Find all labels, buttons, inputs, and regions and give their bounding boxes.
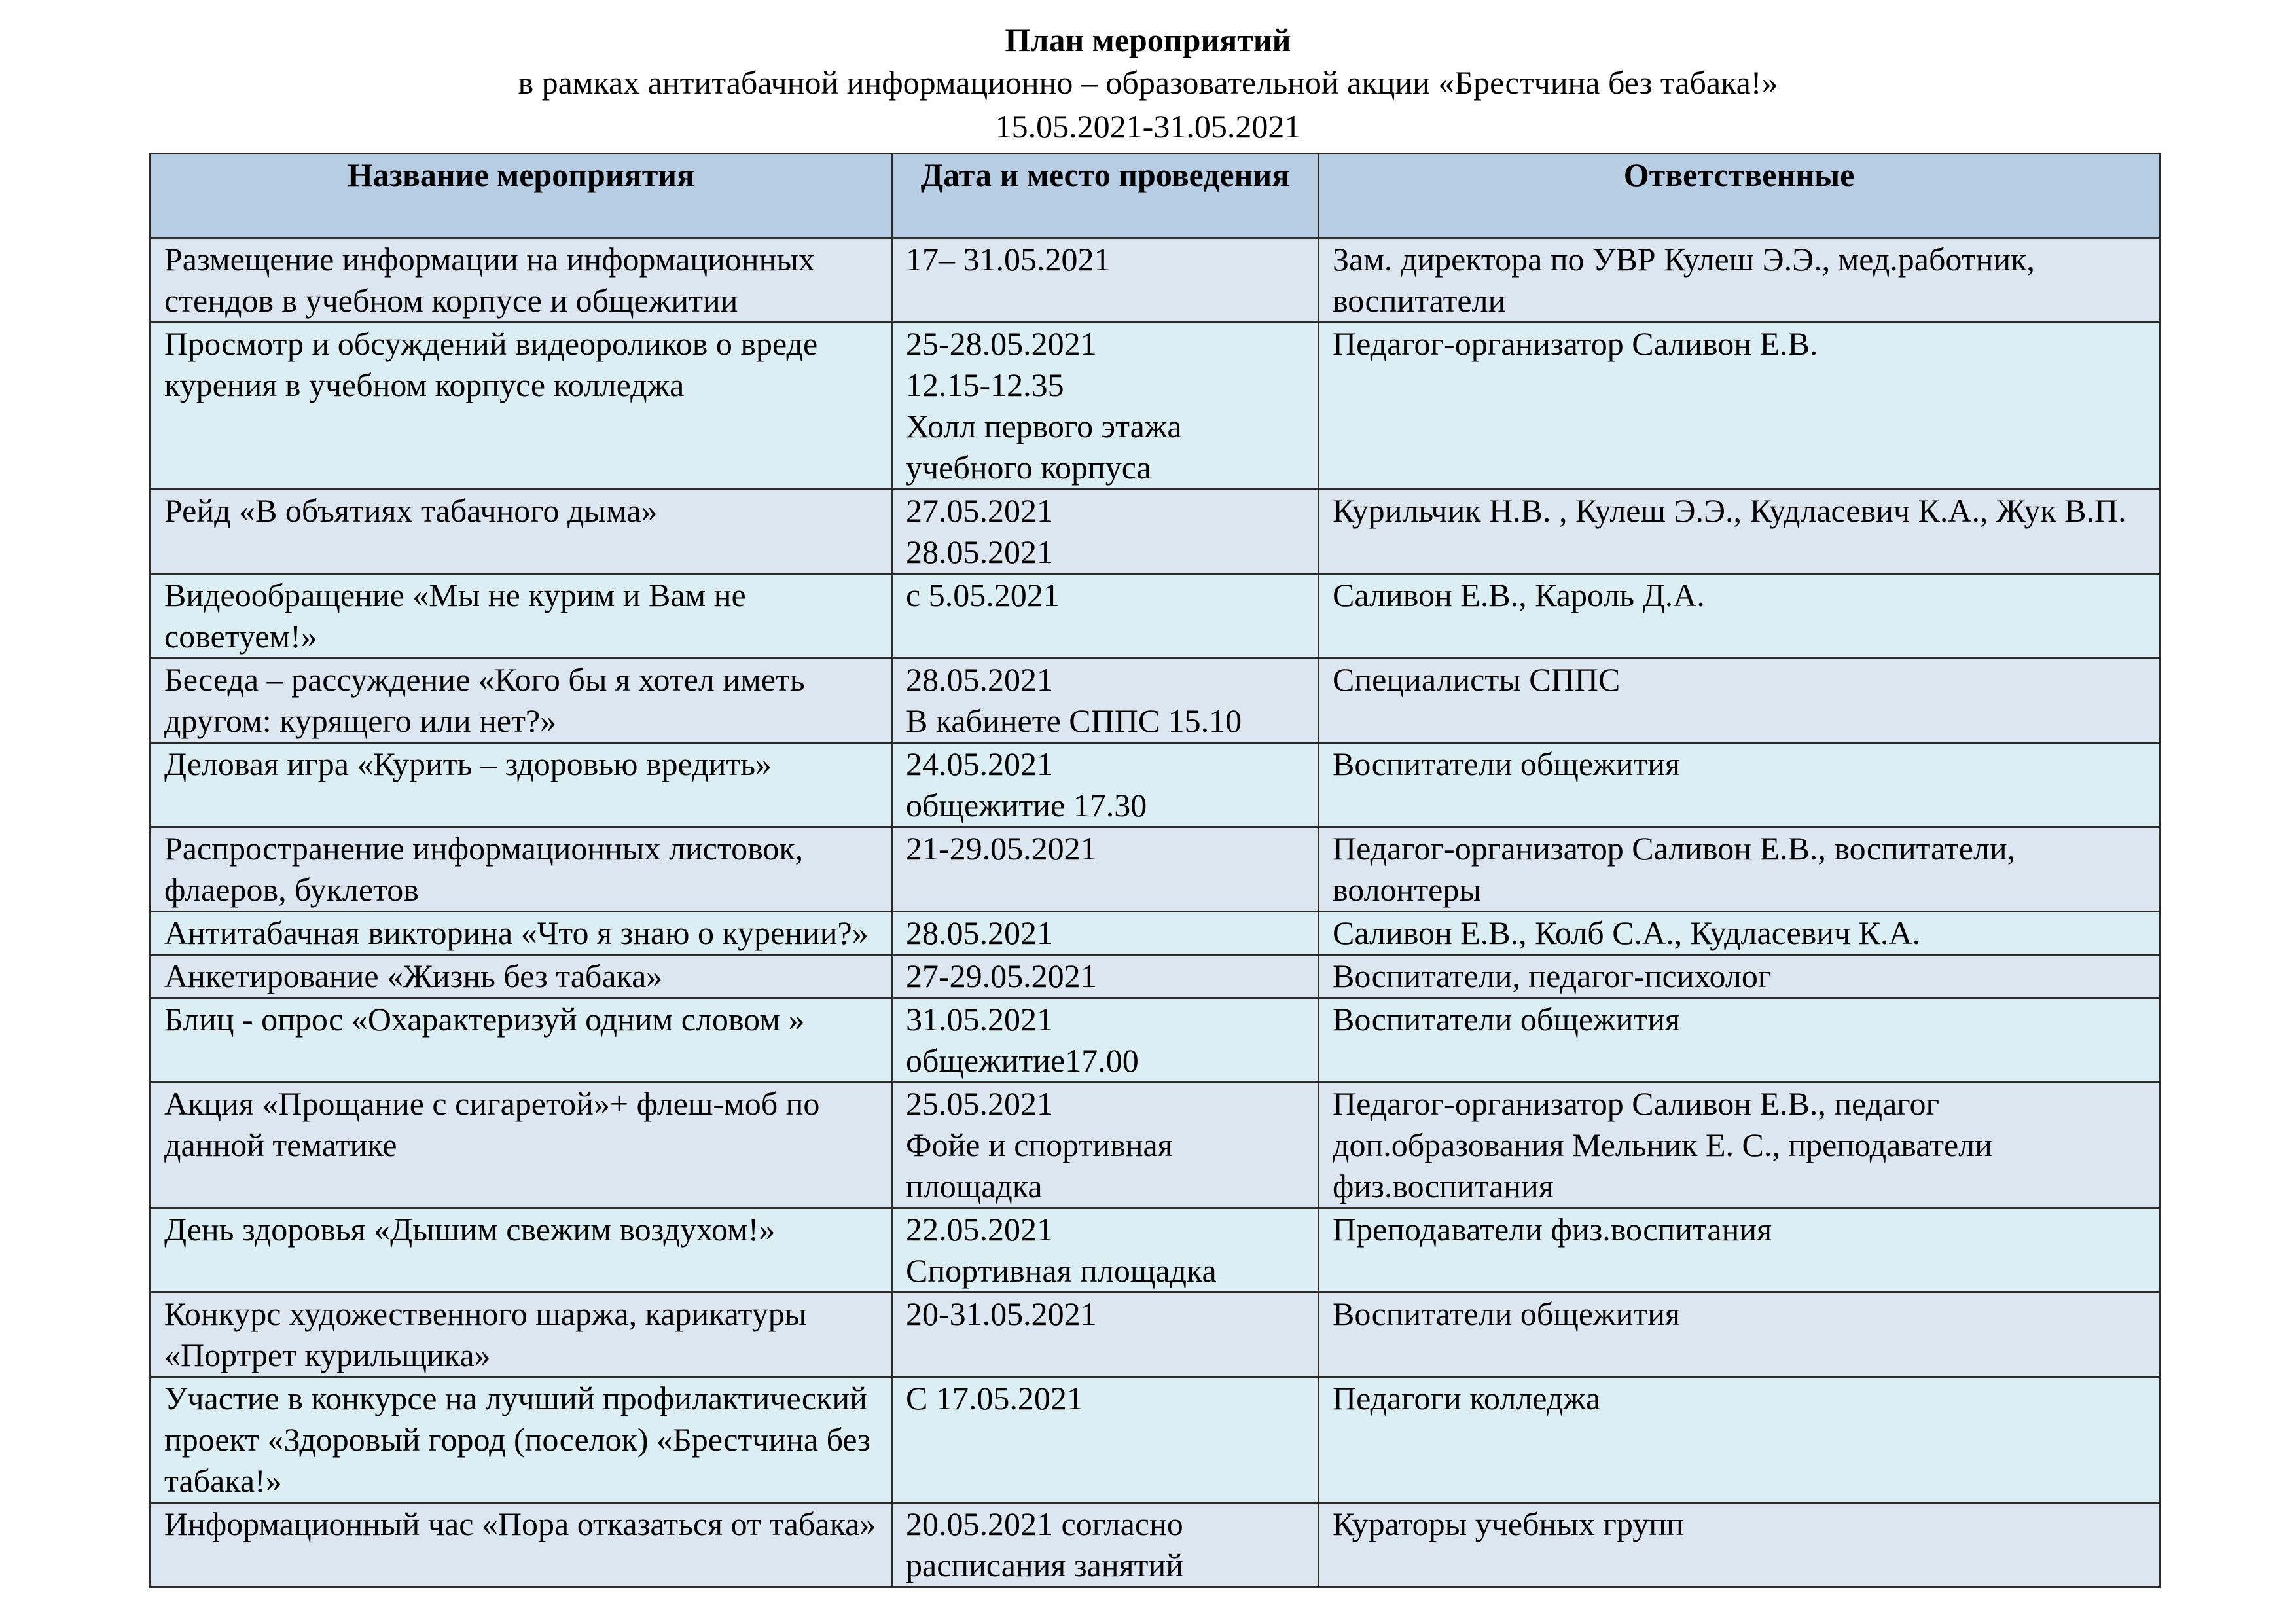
date-place-line: Спортивная площадка	[906, 1252, 1217, 1289]
document-title: План мероприятий	[1005, 22, 1291, 58]
table-row	[151, 955, 2160, 998]
document-subtitle: в рамках антитабачной информационно – образовательной акции «Брестчина без табака!»	[518, 64, 1778, 101]
responsible-cell: Специалисты СППС	[1319, 659, 2160, 743]
table-row	[151, 1293, 2160, 1377]
date-place-line: 17– 31.05.2021	[906, 241, 1111, 278]
date-place-cell	[892, 1293, 1319, 1377]
responsible-cell: Педагог-организатор Саливон Е.В., воспитатели, волонтеры	[1319, 827, 2160, 912]
date-place-line: общежитие17.00	[906, 1042, 1139, 1079]
date-place-line: 31.05.2021	[906, 1001, 1053, 1038]
responsible-cell: Преподаватели физ.воспитания	[1319, 1208, 2160, 1293]
date-place-line: С 17.05.2021	[906, 1380, 1083, 1416]
table-row	[151, 490, 2160, 574]
date-place-line: Холл первого этажа учебного корпуса	[906, 408, 1182, 486]
event-name-cell: Рейд «В объятиях табачного дыма»	[151, 490, 892, 574]
date-place-cell	[892, 1083, 1319, 1208]
responsible-cell: Педагоги колледжа	[1319, 1377, 2160, 1503]
date-place-line: 28.05.2021	[906, 914, 1053, 951]
date-place-line: 25.05.2021	[906, 1085, 1053, 1122]
date-place-line: с 5.05.2021	[906, 577, 1060, 613]
responsible-cell: Саливон Е.В., Кароль Д.А.	[1319, 574, 2160, 659]
table-row	[151, 659, 2160, 743]
date-place-line: 24.05.2021	[906, 746, 1053, 782]
event-name-cell: Размещение информации на информационных стендов в учебном корпусе и общежитии	[151, 238, 892, 323]
event-name-cell: Антитабачная викторина «Что я знаю о курении?»	[151, 912, 892, 955]
date-place-line: В кабинете СППС 15.10	[906, 702, 1242, 739]
table-row	[151, 1083, 2160, 1208]
date-place-cell	[892, 1503, 1319, 1587]
date-place-line: 12.15-12.35	[906, 367, 1064, 403]
date-place-line: 27-29.05.2021	[906, 958, 1097, 994]
responsible-cell: Воспитатели общежития	[1319, 1293, 2160, 1377]
responsible-cell: Саливон Е.В., Колб С.А., Кудласевич К.А.	[1319, 912, 2160, 955]
date-place-cell	[892, 998, 1319, 1083]
date-place-line: 27.05.2021	[906, 492, 1053, 529]
date-place-cell	[892, 1377, 1319, 1503]
responsible-cell: Курильчик Н.В. , Кулеш Э.Э., Кудласевич К.А., Жук В.П.	[1319, 490, 2160, 574]
date-place-cell	[892, 238, 1319, 323]
event-name-cell: Участие в конкурсе на лучший профилактический проект «Здоровый город (поселок) «Брестчина без табака!»	[151, 1377, 892, 1503]
date-place-line: общежитие 17.30	[906, 787, 1147, 823]
date-place-line: 28.05.2021	[906, 661, 1053, 698]
date-place-cell	[892, 323, 1319, 490]
date-place-line: 28.05.2021	[906, 533, 1053, 570]
table-row	[151, 998, 2160, 1083]
event-name-cell: Анкетирование «Жизнь без табака»	[151, 955, 892, 998]
table-row	[151, 912, 2160, 955]
event-name-cell: Блиц - опрос «Охарактеризуй одним словом »	[151, 998, 892, 1083]
event-name-cell: Видеообращение «Мы не курим и Вам не советуем!»	[151, 574, 892, 659]
date-place-line: 25-28.05.2021	[906, 325, 1097, 362]
date-place-cell	[892, 490, 1319, 574]
date-place-cell	[892, 955, 1319, 998]
event-name-cell: Конкурс художественного шаржа, карикатуры «Портрет курильщика»	[151, 1293, 892, 1377]
table-row	[151, 1503, 2160, 1587]
header-date-place: Дата и место проведения	[892, 154, 1319, 238]
table-row	[151, 574, 2160, 659]
event-name-cell: Акция «Прощание с сигаретой»+ флеш-моб по данной тематике	[151, 1083, 892, 1208]
date-place-line: 20-31.05.2021	[906, 1295, 1097, 1332]
date-place-line: 22.05.2021	[906, 1211, 1053, 1248]
date-place-line: 20.05.2021 согласно расписания занятий	[906, 1506, 1183, 1583]
responsible-cell: Зам. директора по УВР Кулеш Э.Э., мед.работник, воспитатели	[1319, 238, 2160, 323]
date-place-cell	[892, 574, 1319, 659]
event-name-cell: Распространение информационных листовок, флаеров, буклетов	[151, 827, 892, 912]
responsible-cell: Педагог-организатор Саливон Е.В.	[1319, 323, 2160, 490]
header-responsible: Ответственные	[1319, 154, 2160, 238]
events-table	[149, 153, 2161, 1588]
table-header-row	[151, 154, 2160, 238]
document-dates: 15.05.2021-31.05.2021	[995, 108, 1301, 145]
responsible-cell: Педагог-организатор Саливон Е.В., педагог доп.образования Мельник Е. С., преподаватели физ.воспитания	[1319, 1083, 2160, 1208]
date-place-cell	[892, 912, 1319, 955]
responsible-cell: Воспитатели общежития	[1319, 743, 2160, 827]
event-name-cell: Беседа – рассуждение «Кого бы я хотел иметь другом: курящего или нет?»	[151, 659, 892, 743]
event-name-cell: Информационный час «Пора отказаться от табака»	[151, 1503, 892, 1587]
table-row	[151, 743, 2160, 827]
table-row	[151, 238, 2160, 323]
date-place-line: Фойе и спортивная площадка	[906, 1127, 1173, 1204]
table-row	[151, 323, 2160, 490]
table-row	[151, 1377, 2160, 1503]
table-row	[151, 827, 2160, 912]
responsible-cell: Воспитатели общежития	[1319, 998, 2160, 1083]
event-name-cell: День здоровья «Дышим свежим воздухом!»	[151, 1208, 892, 1293]
date-place-line: 21-29.05.2021	[906, 830, 1097, 867]
date-place-cell	[892, 827, 1319, 912]
table-row	[151, 1208, 2160, 1293]
responsible-cell: Воспитатели, педагог-психолог	[1319, 955, 2160, 998]
date-place-cell	[892, 743, 1319, 827]
date-place-cell	[892, 1208, 1319, 1293]
responsible-cell: Кураторы учебных групп	[1319, 1503, 2160, 1587]
event-name-cell: Просмотр и обсуждений видеороликов о вреде курения в учебном корпусе колледжа	[151, 323, 892, 490]
date-place-cell	[892, 659, 1319, 743]
event-name-cell: Деловая игра «Курить – здоровью вредить»	[151, 743, 892, 827]
header-event-name: Название мероприятия	[151, 154, 892, 238]
